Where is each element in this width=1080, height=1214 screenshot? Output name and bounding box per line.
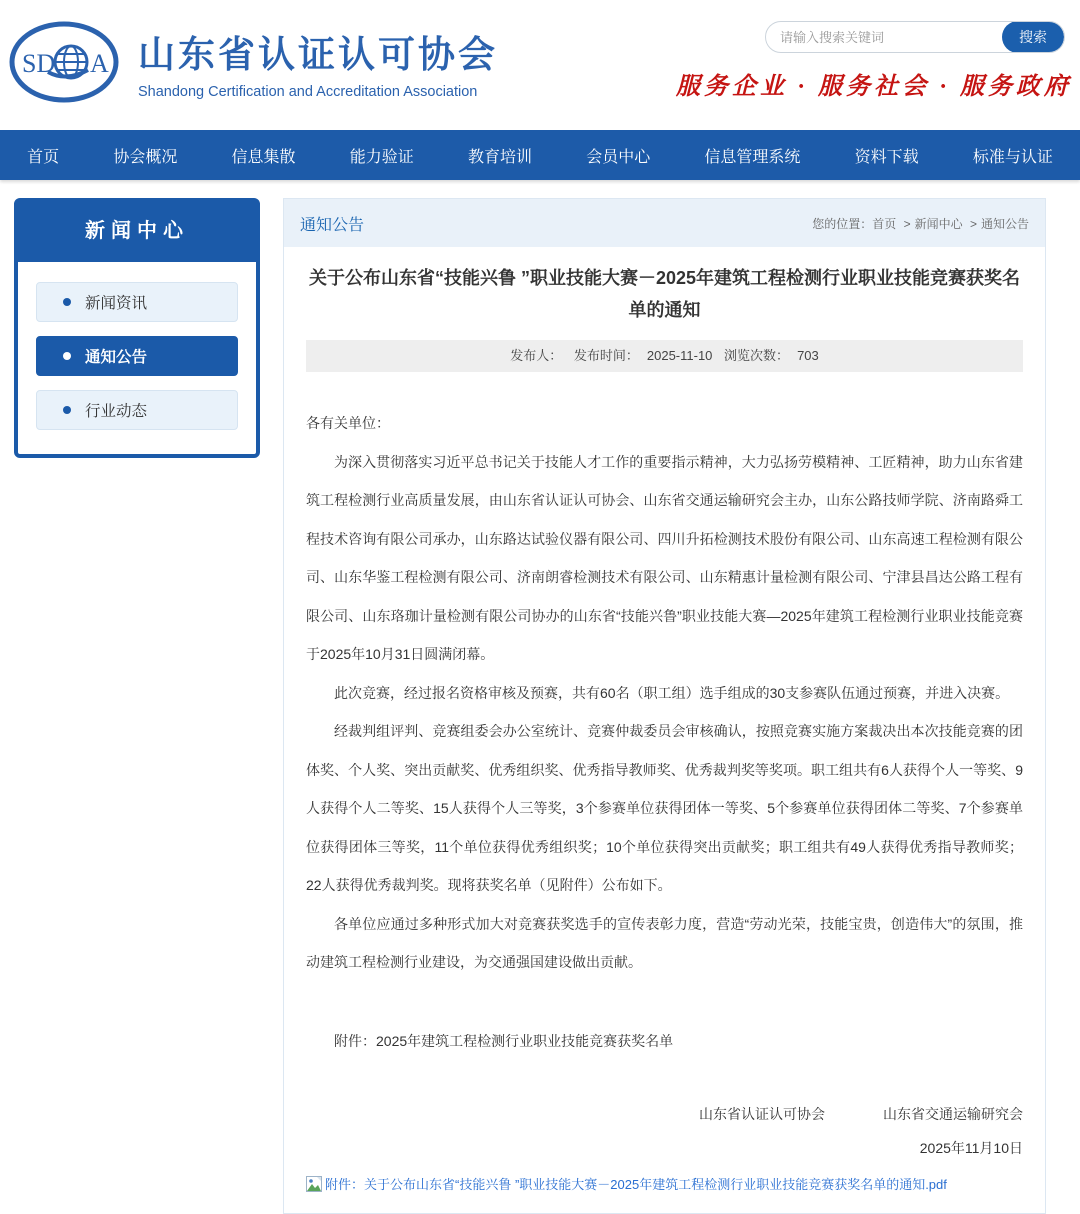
breadcrumb-item: [872, 215, 914, 232]
publish-time: 2025-11-10: [646, 348, 713, 363]
breadcrumb-item: [981, 215, 1029, 232]
svg-text:SD: SD: [22, 49, 56, 78]
attachment-note: 附件：2025年建筑工程检测行业职业技能竞赛获奖名单: [334, 1032, 674, 1049]
broken-image-icon: [306, 1176, 322, 1192]
signature-date: 2025年11月10日: [919, 1140, 1023, 1156]
site-title-zh: 山东省认证认可协会: [138, 34, 498, 75]
search-box: [765, 21, 1065, 53]
signature-right: 山东省交通运输研究会: [883, 1106, 1023, 1122]
breadcrumb-item: [915, 215, 981, 232]
bullet-dot-icon: [63, 406, 71, 414]
nav-item[interactable]: 首页: [27, 148, 60, 166]
breadcrumb: [812, 215, 1029, 232]
nav-item[interactable]: 标准与认证: [972, 148, 1053, 166]
sidebar-list: [18, 262, 256, 454]
sidebar-item-label: 行业动态: [85, 403, 148, 420]
nav-item[interactable]: 信息集散: [231, 148, 296, 166]
paragraph: 此次竞赛，经过报名资格审核及预赛，共有60名（职工组）选手组成的30支参赛队伍通过预赛，并进入决赛。: [334, 684, 1010, 701]
publish-time-label: 发布时间：: [573, 348, 639, 363]
breadcrumb-prefix: 您的位置：: [812, 216, 873, 231]
nav-item[interactable]: 信息管理系统: [704, 148, 801, 166]
section-title: 通知公告: [300, 216, 365, 234]
page-header: [0, 0, 1080, 130]
breadcrumb-link[interactable]: 通知公告: [980, 216, 1029, 231]
site-title: [138, 24, 498, 100]
sidebar-item[interactable]: [36, 282, 238, 322]
nav-item[interactable]: 资料下载: [854, 148, 919, 166]
sidebar-title: 新闻中心: [18, 202, 256, 262]
bullet-dot-icon: [63, 352, 71, 360]
content-panel: [283, 198, 1046, 1214]
nav-item[interactable]: 会员中心: [586, 148, 651, 166]
search-button[interactable]: 搜索: [1002, 21, 1064, 53]
sdca-logo[interactable]: [8, 20, 120, 104]
paragraph: 经裁判组评判、竞赛组委会办公室统计、竞赛仲裁委员会审核确认，按照竞赛实施方案裁决出本次技能竞赛的团体奖、个人奖、突出贡献奖、优秀组织奖、优秀指导教师奖、优秀裁判奖等奖项。职工组共有6人获得个人一等奖、9人获得个人二等奖、15人获得个人三等奖，3个参赛单位获得团体一等奖、5个参赛单位获得团体二等奖、7个参赛单位获得团体三等奖，11个单位获得优秀组织奖；10个单位获得突出贡献奖；职工组共有49人获得优秀指导教师奖；22人获得优秀裁判奖。现将获奖名单（见附件）公布如下。: [306, 723, 1023, 893]
article-body: [306, 404, 1023, 1060]
main-nav: [0, 130, 1080, 180]
paragraph: 为深入贯彻落实习近平总书记关于技能人才工作的重要指示精神，大力弘扬劳模精神、工匠精神，助力山东省建筑工程检测行业高质量发展，由山东省认证认可协会、山东省交通运输研究会主办，山东公路技师学院、济南路舜工程技术咨询有限公司承办，山东路达试验仪器有限公司、四川升拓检测技术股份有限公司、山东高速工程检测有限公司、山东华鉴工程检测有限公司、济南朗睿检测技术有限公司、山东精惠计量检测有限公司、宁津县昌达公路工程有限公司、山东珞珈计量检测有限公司协办的山东省“技能兴鲁”职业技能大赛—2025年建筑工程检测行业职业技能竞赛于2025年10月31日圆满闭幕。: [306, 453, 1023, 662]
breadcrumb-separator: >: [969, 216, 977, 231]
attachment-row: [306, 1174, 1023, 1193]
sidebar-item-label: 新闻资讯: [85, 295, 148, 312]
nav-item[interactable]: 协会概况: [113, 148, 178, 166]
nav-item[interactable]: 能力验证: [349, 148, 414, 166]
publisher-label: 发布人：: [510, 348, 563, 363]
nav-item[interactable]: 教育培训: [467, 148, 532, 166]
article-meta: [306, 340, 1023, 372]
attachment-pdf-link[interactable]: [306, 1174, 947, 1193]
slogan-text: 服务企业 · 服务社会 · 服务政府: [676, 74, 1072, 100]
signatures: [306, 1104, 1023, 1124]
sidebar-item-label: 通知公告: [85, 349, 148, 366]
breadcrumb-link[interactable]: 首页: [872, 216, 897, 231]
sidebar-item[interactable]: [36, 336, 238, 376]
sidebar-news-center: [14, 198, 260, 458]
sdca-logo-icon: [8, 20, 120, 104]
salutation: 各有关单位：: [306, 415, 390, 431]
signature-left: 山东省认证认可协会: [699, 1106, 825, 1122]
article-title: 关于公布山东省“技能兴鲁 ”职业技能大赛－2025年建筑工程检测行业职业技能竞赛获奖名单的通知: [308, 268, 1021, 320]
views-label: 浏览次数：: [724, 348, 790, 363]
breadcrumb-separator: >: [903, 216, 911, 231]
site-title-en: Shandong Certification and Accreditation Association: [138, 84, 478, 100]
breadcrumb-link[interactable]: 新闻中心: [914, 216, 963, 231]
paragraph: 各单位应通过多种形式加大对竞赛获奖选手的宣传表彰力度，营造“劳动光荣，技能宝贵，创造伟大”的氛围，推动建筑工程检测行业建设，为交通强国建设做出贡献。: [306, 915, 1023, 970]
article: [284, 263, 1045, 1213]
bullet-dot-icon: [63, 298, 71, 306]
search-input[interactable]: [766, 30, 1002, 45]
content-header-bar: [284, 199, 1045, 247]
attachment-link-label: 附件：关于公布山东省“技能兴鲁 ”职业技能大赛－2025年建筑工程检测行业职业技能竞赛获奖名单的通知.pdf: [325, 1177, 947, 1192]
sidebar-item[interactable]: [36, 390, 238, 430]
views-count: 703: [797, 348, 819, 363]
main-area: [0, 180, 1080, 1214]
svg-text:A: A: [90, 49, 109, 78]
